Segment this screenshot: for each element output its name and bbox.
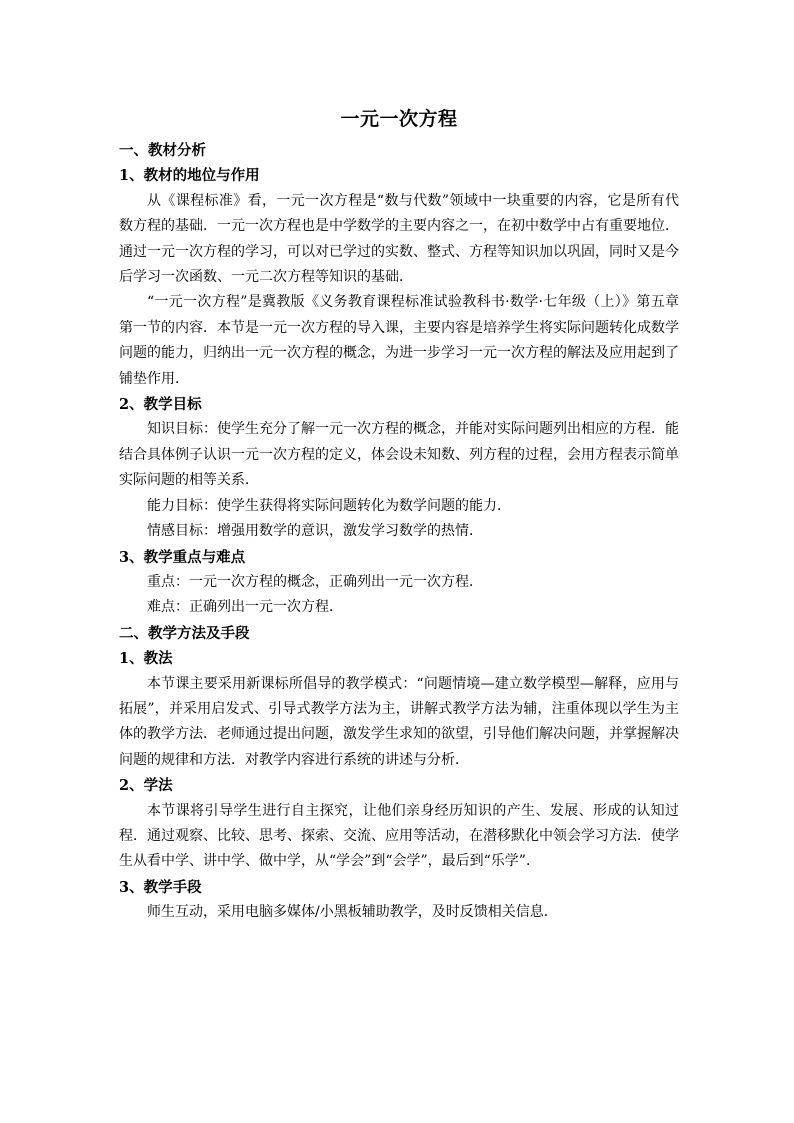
document-title: 一元一次方程 [340, 108, 458, 130]
section-heading-2: 二、教学方法及手段 [119, 624, 250, 642]
subsection-heading-2-3: 3、教学手段 [119, 878, 202, 896]
subsection-heading-1-1: 1、教材的地位与作用 [119, 167, 260, 185]
subsection-heading-1-2: 2、教学目标 [119, 396, 202, 414]
paragraph-knowledge-goal: 知识目标：使学生充分了解一元一次方程的概念，并能对实际问题列出相应的方程．能结合具体例子认识一元一次方程的定义，体会设未知数、列方程的过程，会用方程表示简单实际问题的相等关系． [119, 421, 679, 489]
document-body [119, 138, 679, 926]
paragraph-emotion-goal: 情感目标：增强用数学的意识，激发学习数学的热情． [147, 523, 483, 540]
paragraph-key-point: 重点：一元一次方程的概念，正确列出一元一次方程． [147, 573, 483, 590]
paragraph-teaching-method: 本节课主要采用新课标所倡导的教学模式：“问题情境—建立数学模型—解释，应用与拓展”，并采用启发式、引导式教学方法为主，讲解式教学方法为辅，注重体现以学生为主体的教学方法．老师通过提出问题，激发学生求知的欲望，引导他们解决问题，并掌握解决问题的规律和方法．对教学内容进行系统的讲述与分析． [119, 675, 679, 768]
subsection-heading-2-2: 2、学法 [119, 777, 173, 795]
paragraph-ability-goal: 能力目标：使学生获得将实际问题转化为数学问题的能力． [147, 497, 511, 514]
paragraph-role: 从《课程标准》看，一元一次方程是“数与代数”领域中一块重要的内容，它是所有代数方程的基础．一元一次方程也是中学数学的主要内容之一，在初中数学中占有重要地位．通过一元一次方程的学习，可以对已学过的实数、整式、方程等知识加以巩固，同时又是今后学习一次函数、一元二次方程等知识的基础． [119, 192, 679, 286]
paragraph-teaching-means: 师生互动，采用电脑多媒体/小黑板辅助教学，及时反馈相关信息． [147, 904, 558, 921]
subsection-heading-2-1: 1、教法 [119, 650, 173, 668]
paragraph-learning-method: 本节课将引导学生进行自主探究，让他们亲身经历知识的产生、发展、形成的认知过程．通过观察、比较、思考、探索、交流、应用等活动，在潜移默化中领会学习方法．使学生从看中学、讲中学、做中学，从“学会”到“会学”，最后到“乐学”． [119, 802, 679, 870]
paragraph-difficulty: 难点：正确列出一元一次方程． [147, 599, 343, 616]
subsection-heading-1-3: 3、教学重点与难点 [119, 548, 246, 566]
paragraph-textbook: “一元一次方程”是冀教版《义务教育课程标准试验教科书·数学·七年级（上）》第五章第一节的内容．本节是一元一次方程的导入课，主要内容是培养学生将实际问题转化成数学问题的能力，归纳出一元一次方程的概念，为进一步学习一元一次方程的解法及应用起到了铺垫作用． [119, 294, 679, 387]
section-heading-1: 一、教材分析 [119, 142, 206, 159]
